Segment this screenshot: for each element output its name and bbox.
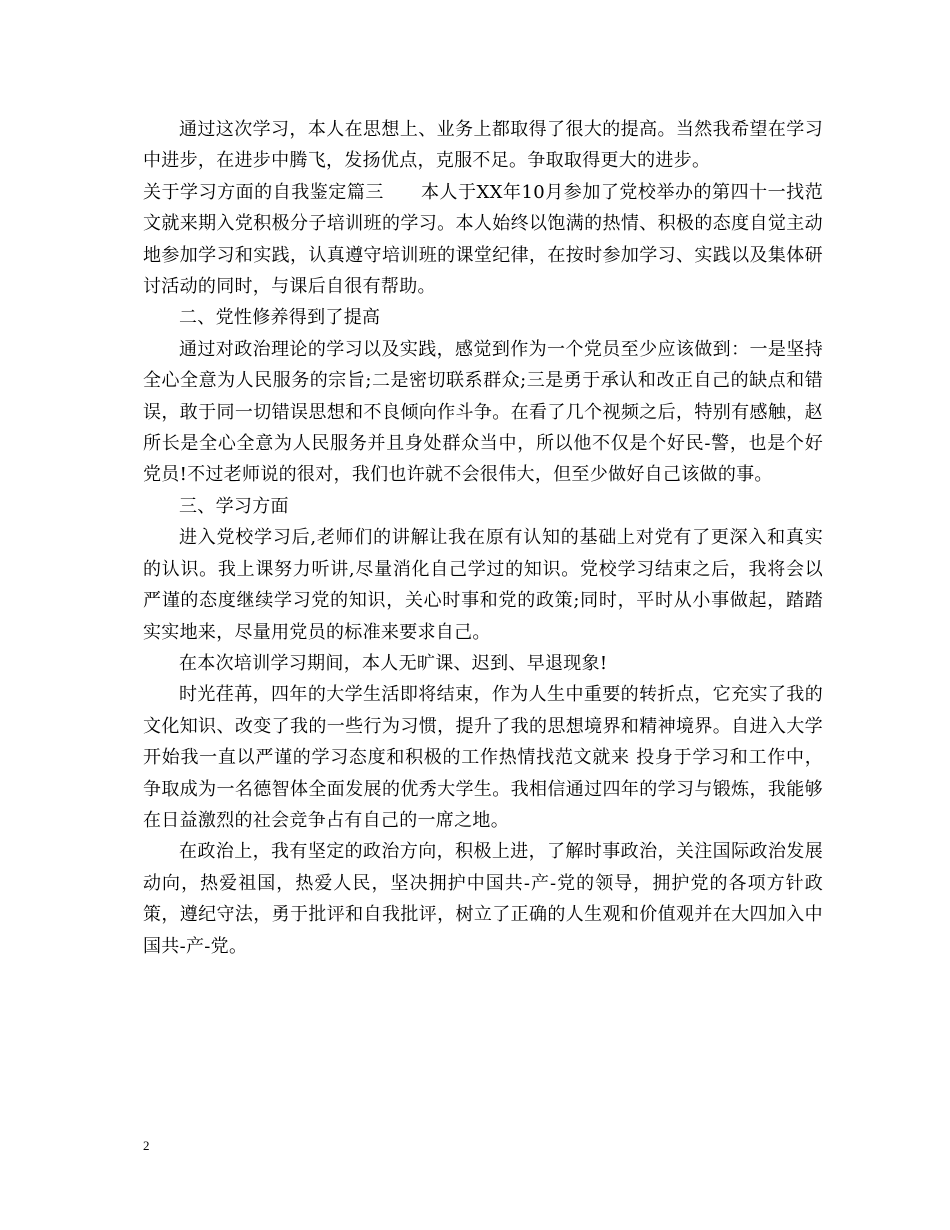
paragraph-political-theory: 通过对政治理论的学习以及实践，感觉到作为一个党员至少应该做到：一是坚持全心全意为人民服务的宗旨;二是密切联系群众;三是勇于承认和改正自己的缺点和错误，敢于同一切错误思想和不良倾向作斗争。在看了几个视频之后，特别有感触，赵所长是全心全意为人民服务并且身处群众当中，所以他不仅是个好民-警，也是个好党员!不过老师说的很对，我们也许就不会很伟大，但至少做好自己该做的事。 bbox=[143, 338, 823, 486]
paragraph-university-life: 时光荏苒，四年的大学生活即将结束，作为人生中重要的转折点，它充实了我的文化知识、改变了我的一些行为习惯，提升了我的思想境界和精神境界。自进入大学开始我一直以严谨的学习态度和积极的工作热情找范文就来 投身于学习和工作中，争取成为一名德智体全面发展的优秀大学生。我相信通过四年的学习与锻炼，我能够在日益激烈的社会竞争占有自己的一席之地。 bbox=[143, 684, 823, 831]
paragraph-party-school-study: 进入党校学习后,老师们的讲解让我在原有认知的基础上对党有了更深入和真实的认识。我上课努力听讲,尽量消化自己学过的知识。党校学习结束之后，我将会以严谨的态度继续学习党的知识，关心时事和党的政策;同时，平时从小事做起，踏踏实实地来，尽量用党员的标准来要求自己。 bbox=[143, 527, 823, 643]
paragraph-study-improvement: 通过这次学习，本人在思想上、业务上都取得了很大的提高。当然我希望在学习中进步，在进步中腾飞，发扬优点，克服不足。争取取得更大的进步。 bbox=[143, 119, 823, 172]
section-heading-study: 三、学习方面 bbox=[179, 495, 289, 517]
paragraph-attendance: 在本次培训学习期间，本人无旷课、迟到、早退现象! bbox=[179, 652, 608, 674]
paragraph-political-stance: 在政治上，我有坚定的政治方向，积极上进，了解时事政治，关注国际政治发展动向，热爱祖国，热爱人民，坚决拥护中国共-产-党的领导，拥护党的各项方针政策，遵纪守法，勇于批评和自我批评，树立了正确的人生观和价值观并在大四加入中国共-产-党。 bbox=[143, 841, 823, 957]
section-heading-party-spirit: 二、党性修养得到了提高 bbox=[179, 307, 381, 329]
page-number: 2 bbox=[143, 1138, 150, 1153]
document-body bbox=[143, 114, 823, 962]
paragraph-self-appraisal-part-three: 关于学习方面的自我鉴定篇三 本人于XX年10月参加了党校举办的第四十一找范文就来期入党积极分子培训班的学习。本人始终以饱满的热情、积极的态度自觉主动地参加学习和实践，认真遵守培训班的课堂纪律，在按时参加学习、实践以及集体研讨活动的同时，与课后自很有帮助。 bbox=[143, 181, 823, 298]
